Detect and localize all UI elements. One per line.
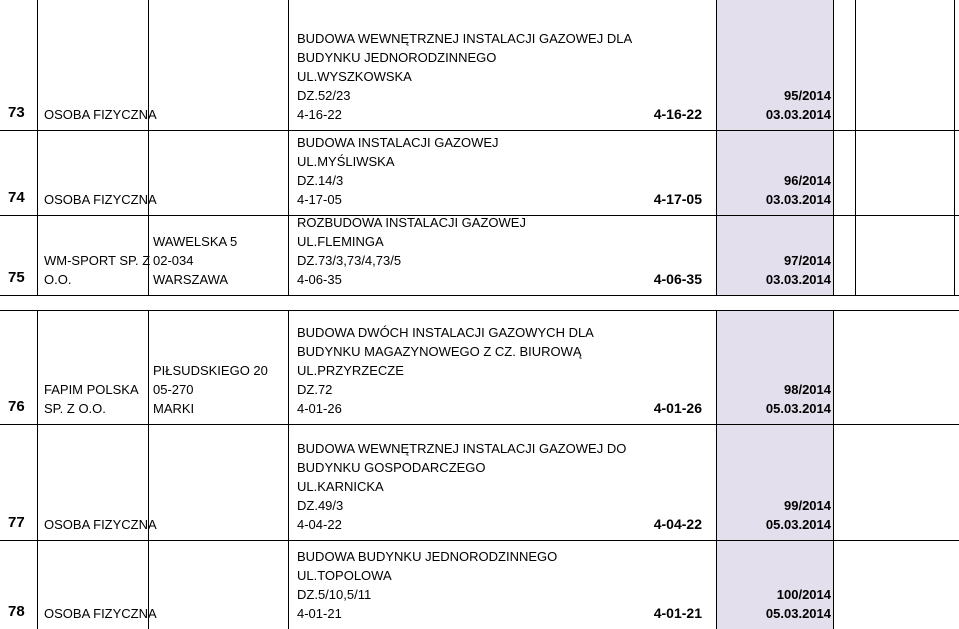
description-line: BUDOWA WEWNĘTRZNEJ INSTALACJI GAZOWEJ DLA: [297, 31, 633, 46]
description-line: BUDOWA DWÓCH INSTALACJI GAZOWYCH DLA: [297, 325, 594, 340]
location-code: 4-04-22: [653, 516, 702, 532]
description-line: DZ.49/3: [297, 498, 344, 513]
investor-line: OSOBA FIZYCZNA: [44, 192, 157, 207]
decision-cell: [716, 380, 831, 418]
investor-line: WM-SPORT SP. Z: [44, 253, 151, 268]
decision-number: 100/2014: [776, 587, 831, 602]
investor-line: FAPIM POLSKA: [44, 382, 139, 397]
decision-number: 96/2014: [784, 173, 831, 188]
address-cell: [153, 232, 288, 289]
row-number: 78: [8, 603, 25, 620]
description-line: UL.FLEMINGA: [297, 234, 384, 249]
description-line: BUDYNKU JEDNORODZINNEGO: [297, 50, 497, 65]
description-cell: [297, 213, 627, 289]
investor-line: OSOBA FIZYCZNA: [44, 517, 157, 532]
description-line: ROZBUDOWA INSTALACJI GAZOWEJ: [297, 215, 526, 230]
decision-cell: [716, 171, 831, 209]
row-separator: [0, 130, 959, 131]
description-line: DZ.52/23: [297, 88, 351, 103]
description-line: 4-06-35: [297, 272, 342, 287]
column-divider: [288, 310, 289, 424]
description-line: 4-04-22: [297, 517, 342, 532]
decision-cell: [716, 86, 831, 124]
column-divider: [833, 130, 834, 215]
description-line: UL.KARNICKA: [297, 479, 384, 494]
decision-cell: [716, 251, 831, 289]
description-cell: [297, 323, 627, 418]
description-line: UL.WYSZKOWSKA: [297, 69, 412, 84]
row-separator: [0, 310, 959, 311]
address-line: WAWELSKA 5: [153, 234, 238, 249]
column-divider: [288, 130, 289, 215]
row-number: 77: [8, 514, 25, 531]
row-number: 73: [8, 104, 25, 121]
description-line: DZ.5/10,5/11: [297, 587, 372, 602]
description-line: 4-17-05: [297, 192, 342, 207]
table-row: [0, 0, 959, 130]
column-divider: [954, 0, 955, 130]
column-divider: [833, 310, 834, 424]
location-code: 4-17-05: [653, 191, 702, 207]
investor-line: OSOBA FIZYCZNA: [44, 107, 157, 122]
description-line: DZ.14/3: [297, 173, 344, 188]
investor-line: O.O.: [44, 272, 72, 287]
row-number: 74: [8, 189, 25, 206]
column-divider: [833, 0, 834, 130]
row-number: 75: [8, 269, 25, 286]
description-line: BUDYNKU GOSPODARCZEGO: [297, 460, 486, 475]
description-line: BUDOWA BUDYNKU JEDNORODZINNEGO: [297, 549, 558, 564]
decision-number: 98/2014: [784, 382, 831, 397]
description-line: UL.MYŚLIWSKA: [297, 154, 395, 169]
address-line: MARKI: [153, 401, 195, 416]
column-divider: [833, 540, 834, 629]
investor-line: OSOBA FIZYCZNA: [44, 606, 157, 621]
address-line: 05-270: [153, 382, 194, 397]
decision-number: 95/2014: [784, 88, 831, 103]
address-line: 02-034: [153, 253, 194, 268]
column-divider: [833, 215, 834, 295]
column-divider: [148, 310, 149, 424]
decision-number: 99/2014: [784, 498, 831, 513]
investor-cell: [44, 380, 148, 418]
row-separator: [0, 540, 959, 541]
description-line: BUDYNKU MAGAZYNOWEGO Z CZ. BIUROWĄ: [297, 344, 582, 359]
investor-cell: [44, 105, 157, 124]
column-divider: [288, 0, 289, 130]
investor-cell: [44, 604, 157, 623]
investor-cell: [44, 251, 151, 289]
table-row: [0, 424, 959, 540]
description-line: BUDOWA WEWNĘTRZNEJ INSTALACJI GAZOWEJ DO: [297, 441, 627, 456]
location-code: 4-16-22: [653, 106, 702, 122]
column-divider: [954, 130, 955, 215]
description-line: DZ.72: [297, 382, 333, 397]
description-cell: [297, 29, 633, 124]
column-divider: [855, 130, 856, 215]
column-divider: [833, 424, 834, 540]
description-line: 4-01-26: [297, 401, 342, 416]
description-line: 4-01-21: [297, 606, 342, 621]
table-row: [0, 310, 959, 424]
decision-number: 97/2014: [784, 253, 831, 268]
location-code: 4-06-35: [653, 271, 702, 287]
column-divider: [855, 215, 856, 295]
location-code: 4-01-21: [653, 605, 702, 621]
row-separator: [0, 295, 959, 296]
decision-date: 05.03.2014: [765, 517, 831, 532]
table-row: [0, 215, 959, 295]
row-number: 76: [8, 398, 25, 415]
row-separator: [0, 424, 959, 425]
investor-cell: [44, 515, 157, 534]
decision-date: 03.03.2014: [765, 272, 831, 287]
investor-cell: [44, 190, 157, 209]
decision-date: 05.03.2014: [765, 606, 831, 621]
column-divider: [954, 215, 955, 295]
decision-date: 03.03.2014: [765, 107, 831, 122]
description-line: UL.TOPOLOWA: [297, 568, 392, 583]
description-line: DZ.73/3,73/4,73/5: [297, 253, 402, 268]
location-code: 4-01-26: [653, 400, 702, 416]
description-line: BUDOWA INSTALACJI GAZOWEJ: [297, 135, 499, 150]
decision-date: 05.03.2014: [765, 401, 831, 416]
address-line: WARSZAWA: [153, 272, 229, 287]
column-divider: [288, 424, 289, 540]
row-separator: [0, 215, 959, 216]
description-cell: [297, 547, 627, 623]
table-row: [0, 130, 959, 215]
description-cell: [297, 439, 627, 534]
column-divider: [288, 540, 289, 629]
address-cell: [153, 361, 288, 418]
description-line: 4-16-22: [297, 107, 342, 122]
investor-line: SP. Z O.O.: [44, 401, 106, 416]
address-line: PIŁSUDSKIEGO 20: [153, 363, 268, 378]
description-line: UL.PRZYRZECZE: [297, 363, 404, 378]
column-divider: [288, 215, 289, 295]
description-cell: [297, 133, 627, 209]
decision-cell: [716, 496, 831, 534]
table-row: [0, 540, 959, 629]
decision-cell: [716, 585, 831, 623]
column-divider: [855, 0, 856, 130]
decision-date: 03.03.2014: [765, 192, 831, 207]
